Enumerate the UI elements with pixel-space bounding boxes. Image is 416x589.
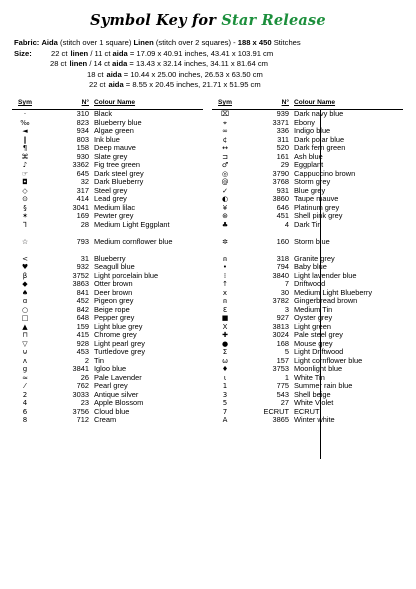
number-cell: 939: [276, 109, 289, 118]
header-num: N°: [81, 99, 89, 106]
number-cell: 453: [76, 347, 89, 356]
colour-name-cell: Pepper grey: [94, 313, 135, 322]
number-cell: 648: [76, 313, 89, 322]
colour-name-cell: Chrome grey: [94, 330, 137, 339]
symbol-cell: 7: [222, 407, 228, 416]
number-cell: 543: [276, 389, 289, 399]
colour-name-cell: Medium Light Blueberry: [294, 287, 373, 297]
colour-name-cell: Granite grey: [294, 253, 335, 263]
symbol-cell: ʌ: [22, 356, 28, 365]
size-line: [14, 49, 409, 60]
symbol-cell: ☆: [21, 237, 29, 246]
number-cell: 930: [76, 151, 89, 161]
colour-name-cell: Light pearl grey: [94, 338, 145, 348]
size-count: 22 ct: [89, 80, 106, 90]
colour-name-cell: Winter white: [294, 415, 335, 424]
colour-name-cell: Black: [94, 109, 113, 118]
symbol-cell: ‰: [20, 118, 30, 127]
symbol-cell: x: [222, 288, 228, 297]
table-row: [212, 416, 403, 425]
colour-name-cell: Light cornflower blue: [294, 355, 363, 365]
size-line: [14, 80, 409, 91]
symbol-cell: ɩ: [223, 373, 227, 382]
colour-name-cell: Otter brown: [94, 279, 133, 288]
size-sep: / 11 ct: [88, 48, 113, 58]
number-cell: 168: [276, 338, 289, 348]
colour-name-cell: Pale steel grey: [294, 330, 343, 339]
number-cell: 318: [276, 253, 289, 263]
number-cell: 762: [76, 381, 89, 390]
symbol-cell: ⊛: [222, 212, 228, 220]
symbol-cell: ∞: [222, 127, 228, 135]
size-label: Size:: [14, 48, 32, 58]
fabric-size-info: [14, 38, 409, 91]
number-cell: 3371: [272, 117, 289, 127]
number-cell: 451: [276, 211, 289, 220]
symbol-cell: Σ: [222, 348, 228, 356]
table-row: [212, 221, 403, 238]
colour-name-cell: Baby blue: [294, 262, 327, 271]
symbol-cell: ⅂: [23, 220, 27, 229]
size-fabric: linen: [70, 48, 89, 58]
colour-name-cell: Apple Blossom: [94, 398, 144, 407]
symbol-cell: g: [22, 365, 28, 373]
size-fabric2: aida: [106, 69, 122, 79]
size-dims: = 17.09 x 40.91 inches, 43.41 x 103.91 cm: [127, 48, 274, 58]
colour-name-cell: Slate grey: [94, 151, 128, 161]
colour-name-cell: Storm blue: [294, 236, 330, 246]
number-cell: 31: [80, 253, 89, 263]
number-cell: 1: [284, 372, 289, 382]
table-row: [12, 348, 203, 357]
number-cell: 520: [276, 143, 289, 152]
number-cell: 803: [76, 134, 89, 144]
colour-name-cell: Shell beige: [294, 389, 331, 399]
colour-name-cell: Medium cornflower blue: [94, 236, 173, 246]
colour-name-cell: Cappuccino brown: [294, 168, 356, 178]
number-cell: 646: [276, 202, 289, 212]
number-cell: 28: [80, 219, 89, 229]
size-dims: = 10.44 x 25.00 inches, 26.53 x 63.50 cm: [121, 69, 263, 79]
symbol-cell: ♠: [21, 288, 29, 297]
symbol-cell: 3: [222, 390, 228, 399]
table-row: [12, 221, 203, 238]
number-cell: 26: [80, 372, 89, 382]
number-cell: 310: [76, 109, 89, 118]
number-cell: 2: [84, 355, 89, 365]
symbol-cell: □: [21, 314, 29, 322]
number-cell: 336: [276, 126, 289, 135]
size-sep: / 14 ct: [87, 59, 113, 69]
symbol-cell: ⊙: [22, 195, 28, 203]
number-cell: 3041: [72, 202, 89, 212]
colour-name-cell: Beige rope: [94, 304, 130, 314]
colour-name-cell: Light green: [294, 321, 331, 331]
table-row: [12, 238, 203, 255]
symbol-cell: ¢: [222, 135, 228, 144]
colour-name-cell: Eggplant: [294, 160, 324, 169]
colour-name-cell: Ash blue: [294, 151, 323, 161]
symbol-cell: @: [221, 178, 229, 186]
fabric-aida-note: (stitch over 1 square): [60, 38, 132, 47]
symbol-cell: ◆: [22, 280, 28, 288]
fabric-linen-note: (stitch over 2 squares) -: [155, 38, 236, 47]
symbol-cell: ≈: [22, 373, 28, 382]
number-cell: 3782: [272, 296, 289, 305]
size-dims: = 13.43 x 32.14 inches, 34.11 x 81.64 cm: [127, 59, 268, 69]
colour-name-cell: Antique silver: [94, 389, 139, 399]
number-cell: 169: [76, 211, 89, 220]
title-prefix: Symbol Key for: [90, 12, 217, 29]
symbol-cell: ¶: [22, 144, 28, 152]
symbol-cell: ↑: [222, 280, 228, 288]
colour-name-cell: Taupe mauve: [294, 194, 339, 203]
symbol-cell: ‖: [23, 135, 27, 144]
colour-name-cell: ECRUT: [294, 406, 320, 416]
symbol-cell: 6: [22, 407, 28, 416]
number-cell: 3863: [72, 279, 89, 288]
size-fabric2: aida: [112, 48, 128, 58]
number-cell: 311: [277, 134, 289, 144]
colour-name-cell: Medium Light Eggplant: [94, 219, 170, 229]
symbol-cell: 8: [22, 416, 28, 424]
fabric-aida: Aida: [41, 38, 58, 47]
number-cell: 3865: [272, 415, 289, 424]
number-cell: 3813: [272, 321, 289, 331]
number-cell: 3024: [272, 330, 289, 339]
colour-name-cell: Light lavender blue: [294, 270, 357, 280]
symbol-cell: ♦: [221, 365, 229, 373]
symbol-cell: ○: [21, 305, 29, 314]
symbol-cell: ↔: [222, 144, 228, 152]
number-cell: 414: [76, 194, 89, 203]
number-cell: 928: [76, 338, 89, 348]
colour-name-cell: Light blue grey: [94, 321, 143, 331]
colour-name-cell: Dark Tin: [294, 219, 322, 229]
symbol-cell: ⍝: [222, 297, 228, 305]
symbol-cell: ⌘: [21, 152, 29, 161]
colour-name-cell: Pearl grey: [94, 381, 128, 390]
number-cell: 794: [276, 262, 289, 271]
colour-name-cell: Mouse grey: [294, 338, 333, 348]
colour-name-cell: Fig tree green: [94, 160, 141, 169]
symbol-cell: ⊐: [222, 152, 228, 161]
colour-name-cell: Ink blue: [94, 134, 120, 144]
header-sym: Sym: [218, 99, 232, 106]
symbol-cell: •: [222, 263, 228, 271]
colour-name-cell: Blue grey: [294, 185, 326, 195]
page-title: [0, 12, 416, 29]
symbol-cell: ▽: [22, 339, 28, 348]
number-cell: 842: [76, 304, 89, 314]
colour-name-cell: Cloud blue: [94, 406, 130, 416]
colour-name-cell: Blueberry: [94, 253, 126, 263]
symbol-cell: ▲: [22, 322, 28, 331]
colour-name-cell: Platinum grey: [294, 202, 340, 212]
number-cell: 3362: [72, 160, 89, 169]
size-line: [14, 70, 409, 81]
colour-name-cell: Deer brown: [94, 287, 133, 297]
colour-name-cell: Pale Lavender: [94, 372, 142, 382]
symbol-cell: ⌖: [223, 118, 227, 127]
number-cell: 3768: [272, 177, 289, 186]
symbol-cell: ⌧: [220, 110, 230, 118]
colour-name-cell: Light Driftwood: [294, 347, 344, 356]
colour-name-cell: Deep mauve: [94, 143, 136, 152]
colour-name-cell: Medium lilac: [94, 202, 136, 212]
symbol-cell: A: [222, 416, 228, 424]
symbol-column-right: [212, 99, 403, 425]
number-cell: 712: [76, 415, 89, 424]
number-cell: 452: [76, 296, 89, 305]
size-fabric: linen: [69, 59, 88, 69]
symbol-cell: ¥: [222, 203, 228, 212]
size-count: 28 ct: [50, 59, 67, 69]
title-pattern-name: Star Release: [221, 12, 326, 29]
colour-name-cell: Shell pink grey: [294, 211, 343, 220]
symbol-cell: ⊓: [22, 331, 28, 339]
number-cell: 793: [76, 236, 89, 246]
colour-name-cell: Storm grey: [294, 177, 331, 186]
symbol-cell: §: [23, 203, 27, 212]
header-sym: Sym: [18, 99, 32, 106]
symbol-cell: ♪: [22, 161, 28, 169]
number-cell: 30: [280, 287, 289, 297]
symbol-cell: ◎: [221, 169, 229, 178]
symbol-cell: ☞: [21, 169, 29, 178]
symbol-cell: ✓: [222, 186, 228, 195]
number-cell: 5: [284, 347, 289, 356]
symbol-cell: 5: [222, 399, 228, 407]
colour-name-cell: Lead grey: [94, 194, 127, 203]
fabric-linen: Linen: [133, 38, 154, 47]
colour-name-cell: Driftwood: [294, 279, 326, 288]
colour-name-cell: Pigeon grey: [94, 296, 134, 305]
number-cell: 3860: [272, 194, 289, 203]
symbol-cell: ⊍: [22, 348, 28, 356]
table-row: [212, 238, 403, 255]
number-cell: 3033: [72, 389, 89, 399]
symbol-cell: Ɛ: [222, 305, 228, 314]
number-cell: 27: [280, 398, 289, 407]
symbol-cell: ◘: [22, 178, 28, 186]
colour-name-cell: Oyster grey: [294, 313, 333, 322]
header-num: N°: [281, 99, 289, 106]
symbol-cell: ·: [23, 110, 27, 118]
number-cell: 645: [76, 168, 89, 178]
number-cell: 775: [276, 381, 289, 390]
colour-name-cell: Gingerbread brown: [294, 296, 358, 305]
symbol-cell: 1: [222, 382, 228, 390]
header-name: Colour Name: [94, 99, 136, 106]
symbol-cell: <: [22, 254, 28, 263]
colour-name-cell: Algae green: [94, 126, 134, 135]
colour-name-cell: Cream: [94, 415, 117, 424]
number-cell: 3790: [272, 168, 289, 178]
colour-name-cell: Pewter grey: [94, 211, 134, 220]
symbol-key-table: [12, 99, 404, 461]
stitch-count: 188 x 450: [237, 38, 272, 47]
symbol-cell: ◇: [22, 186, 28, 195]
colour-name-cell: Tin: [94, 355, 104, 365]
size-lines: [14, 49, 409, 91]
colour-name-cell: Dark fern green: [294, 143, 346, 152]
symbol-cell: ⁄: [24, 382, 26, 390]
number-cell: 823: [76, 117, 89, 127]
number-cell: 3756: [72, 406, 89, 416]
colour-name-cell: Dark steel grey: [94, 168, 144, 178]
colour-name-cell: Steel grey: [94, 185, 128, 195]
symbol-cell: ✲: [222, 237, 228, 246]
symbol-cell: ■: [221, 314, 229, 322]
colour-name-cell: Blueberry blue: [94, 117, 142, 127]
symbol-cell: ⍝: [222, 254, 228, 263]
number-cell: 160: [276, 236, 289, 246]
symbol-cell: ɑ: [22, 297, 28, 305]
symbol-cell: β: [22, 271, 28, 280]
colour-name-cell: Dark navy blue: [294, 109, 344, 118]
symbol-cell: Ⅹ: [222, 322, 228, 331]
number-cell: 4: [284, 219, 289, 229]
symbol-cell: ⁞: [223, 271, 227, 280]
number-cell: 927: [276, 313, 289, 322]
number-cell: 3: [284, 304, 289, 314]
stitch-label: Stitches: [273, 38, 301, 47]
symbol-cell: ✶: [22, 212, 28, 220]
number-cell: 32: [80, 177, 89, 186]
colour-name-cell: Dark polar blue: [294, 134, 345, 144]
symbol-cell: ♂: [221, 161, 229, 169]
number-cell: 932: [76, 262, 89, 271]
number-cell: 934: [76, 126, 89, 135]
colour-name-cell: Igloo blue: [94, 364, 127, 373]
colour-name-cell: Turtledove grey: [94, 347, 146, 356]
number-cell: 159: [76, 321, 89, 331]
fabric-line: [14, 38, 409, 49]
colour-name-cell: Moonlight blue: [294, 364, 343, 373]
colour-name-cell: Medium Tin: [294, 304, 333, 314]
number-cell: 317: [76, 185, 89, 195]
header-name: Colour Name: [294, 99, 336, 106]
colour-name-cell: Summer rain blue: [294, 381, 353, 390]
colour-name-cell: White Violet: [294, 398, 334, 407]
number-cell: 3840: [272, 270, 289, 280]
number-cell: 3752: [72, 270, 89, 280]
size-dims: = 8.55 x 20.45 inches, 21.71 x 51.95 cm: [123, 80, 261, 90]
number-cell: 158: [76, 143, 89, 152]
number-cell: 157: [276, 355, 289, 365]
colour-name-cell: Indigo blue: [294, 126, 331, 135]
colour-name-cell: Light porcelain blue: [94, 270, 159, 280]
symbol-cell: 4: [22, 399, 28, 407]
colour-name-cell: Seagull blue: [94, 262, 135, 271]
size-count: 22 ct: [51, 48, 68, 58]
size-count: 18 ct: [87, 69, 104, 79]
number-cell: 415: [76, 330, 89, 339]
number-cell: ECRUT: [263, 406, 289, 416]
size-fabric2: aida: [112, 59, 128, 69]
colour-name-cell: Ebony: [294, 117, 315, 127]
number-cell: 841: [76, 287, 89, 297]
size-line: [14, 59, 409, 70]
number-cell: 161: [276, 151, 289, 161]
symbol-cell: ◄: [22, 127, 28, 135]
number-cell: 29: [280, 160, 289, 169]
colour-name-cell: Dark Blueberry: [94, 177, 144, 186]
number-cell: 7: [284, 279, 289, 288]
number-cell: 3841: [72, 364, 89, 373]
symbol-column-left: [12, 99, 203, 425]
number-cell: 23: [80, 398, 89, 407]
colour-name-cell: White Tin: [294, 372, 325, 382]
size-fabric2: aida: [108, 80, 124, 90]
number-cell: 931: [276, 185, 289, 195]
symbol-cell: ♥: [21, 263, 29, 271]
table-row: [12, 416, 203, 425]
symbol-cell: ω: [222, 356, 228, 365]
symbol-cell: 2: [22, 390, 28, 399]
symbol-cell: ◐: [221, 195, 229, 203]
number-cell: 3753: [272, 364, 289, 373]
symbol-cell: ✚: [222, 331, 228, 339]
fabric-label: Fabric:: [14, 38, 40, 47]
symbol-cell: ●: [221, 339, 229, 348]
symbol-cell: ♣: [221, 220, 229, 229]
